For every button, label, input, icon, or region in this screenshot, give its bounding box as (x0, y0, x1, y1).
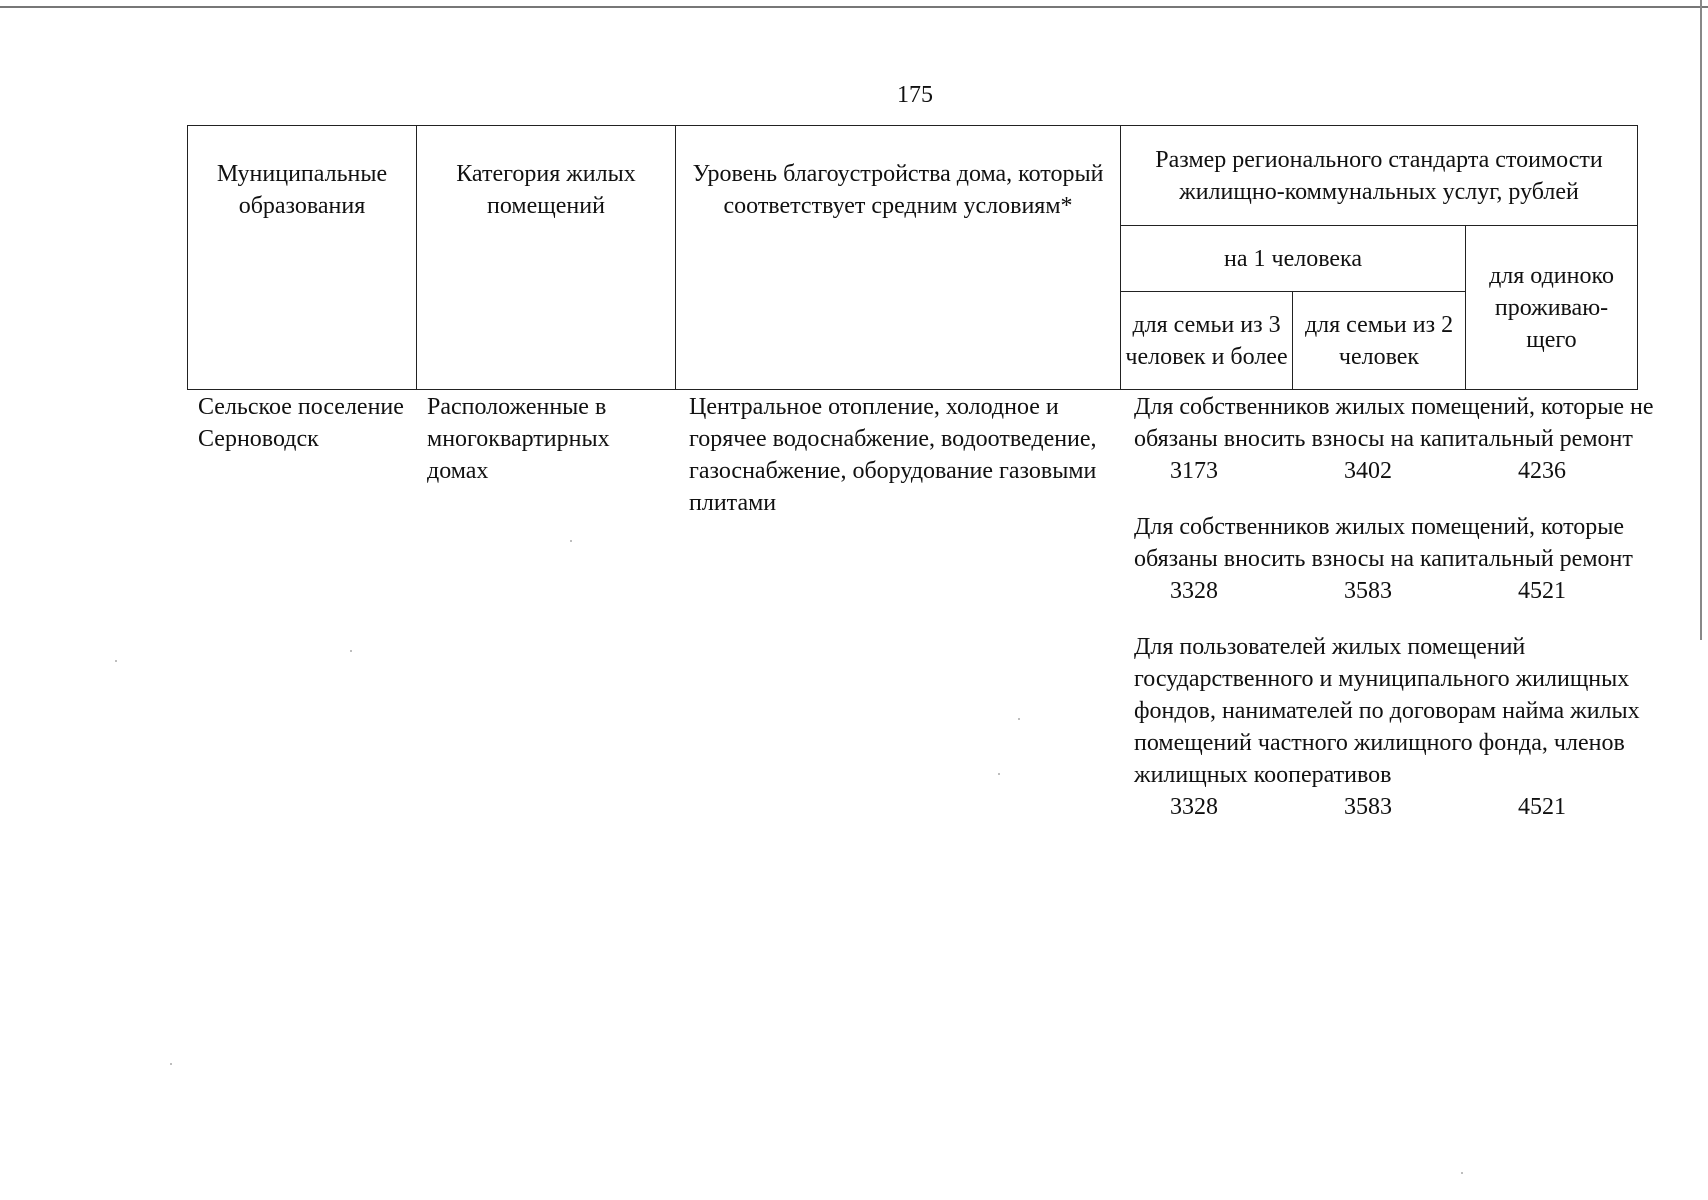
group-values (1134, 791, 1654, 823)
scan-speck (1461, 1172, 1463, 1174)
scan-speck (115, 660, 117, 662)
header-family2: для семьи из 2 человек (1293, 292, 1466, 390)
group-label: Для пользователей жилых помещений государственного и муниципального жилищных фондов, нанимателей по договорам найма жилых помещений частного жилищного фонда, членов жилищных кооперативов (1134, 634, 1640, 788)
value-family2: 3583 (1344, 794, 1392, 820)
scan-speck (1018, 718, 1020, 720)
header-single: для одиноко проживаю-щего (1466, 226, 1638, 390)
row-municipality: Сельское поселение Серноводск (198, 394, 404, 452)
page-number: 175 (897, 82, 933, 108)
value-group (1134, 391, 1654, 487)
header-family3: для семьи из 3 человек и более (1121, 292, 1293, 390)
scan-speck (350, 650, 352, 652)
row-category: Расположенные в многоквартирных домах (427, 394, 610, 484)
value-group (1134, 511, 1654, 607)
row-values (1134, 391, 1654, 847)
scan-speck (170, 1063, 172, 1065)
header-level: Уровень благоустройства дома, который соответствует средним условиям* (676, 126, 1121, 390)
scan-speck (998, 773, 1000, 775)
value-family2: 3583 (1344, 578, 1392, 604)
header-municipalities: Муниципальные образования (188, 126, 417, 390)
header-standard-title: Размер регионального стандарта стоимости жилищно-коммунальных услуг, рублей (1121, 126, 1638, 226)
scan-top-edge (0, 0, 1708, 8)
row-level: Центральное отопление, холодное и горячее водоснабжение, водоотведение, газоснабжение, оборудование газовыми плитами (689, 394, 1097, 516)
header-category: Категория жилых помещений (417, 126, 676, 390)
scan-right-edge (1700, 0, 1702, 640)
value-family3: 3328 (1170, 578, 1218, 604)
group-values (1134, 575, 1654, 607)
header-per-person: на 1 человека (1121, 226, 1466, 292)
value-family3: 3328 (1170, 794, 1218, 820)
value-family3: 3173 (1170, 458, 1218, 484)
value-family2: 3402 (1344, 458, 1392, 484)
group-label: Для собственников жилых помещений, которые не обязаны вносить взносы на капитальный ремонт (1134, 394, 1654, 452)
value-single: 4521 (1518, 794, 1566, 820)
group-label: Для собственников жилых помещений, которые обязаны вносить взносы на капитальный ремонт (1134, 514, 1633, 572)
value-group (1134, 631, 1654, 823)
value-single: 4521 (1518, 578, 1566, 604)
group-values (1134, 455, 1654, 487)
scan-speck (570, 540, 572, 542)
table-header (187, 125, 1638, 390)
value-single: 4236 (1518, 458, 1566, 484)
